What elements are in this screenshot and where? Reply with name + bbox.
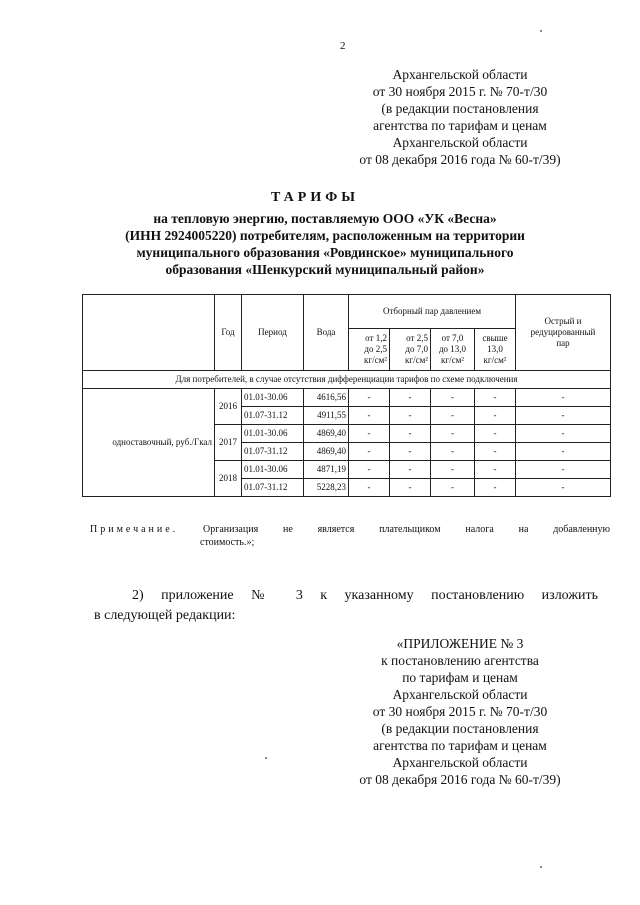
value-cell: - bbox=[516, 407, 611, 425]
value-cell: - bbox=[349, 407, 390, 425]
steam-col-line: кг/см² bbox=[441, 355, 464, 365]
note-text: Организация не является плательщиком налога на добавленную bbox=[203, 524, 610, 535]
subtitle-line: образования «Шенкурский муниципальный район» bbox=[165, 262, 485, 277]
year-cell: 2016 bbox=[215, 389, 242, 425]
header-steam-col-1 bbox=[349, 329, 390, 371]
header-steam-col-2 bbox=[390, 329, 431, 371]
value-cell: - bbox=[516, 389, 611, 407]
scan-speck bbox=[540, 866, 542, 868]
value-cell: - bbox=[516, 461, 611, 479]
value-cell: - bbox=[349, 389, 390, 407]
subtitle-line: (ИНН 2924005220) потребителям, расположенным на территории bbox=[125, 228, 525, 243]
header-sharp-steam-line: Острый и bbox=[544, 316, 582, 326]
header-year: Год bbox=[215, 295, 242, 371]
header-sharp-steam-line: редуцированный bbox=[530, 327, 596, 337]
steam-col-line: от 2,5 bbox=[406, 333, 428, 343]
year-cell: 2018 bbox=[215, 461, 242, 497]
steam-col-line: от 1,2 bbox=[365, 333, 387, 343]
table-row bbox=[83, 389, 611, 407]
body-paragraph bbox=[94, 586, 598, 626]
value-cell: - bbox=[431, 461, 475, 479]
subtitle-line: на тепловую энергию, поставляемую ООО «УК «Весна» bbox=[153, 211, 497, 226]
value-cell: - bbox=[431, 479, 475, 497]
appendix-line: «ПРИЛОЖЕНИЕ № 3 bbox=[396, 636, 524, 651]
scan-speck bbox=[265, 757, 267, 759]
table-section-label: Для потребителей, в случае отсутствия дифференциации тарифов по схеме подключения bbox=[83, 371, 611, 389]
header-line: Архангельской области bbox=[392, 135, 528, 150]
appendix-line: от 08 декабря 2016 года № 60-т/39) bbox=[359, 772, 561, 787]
header-steam-col-3 bbox=[431, 329, 475, 371]
scan-speck bbox=[540, 30, 542, 32]
appendix-reference-block bbox=[340, 635, 580, 788]
water-cell: 5228,23 bbox=[304, 479, 349, 497]
value-cell: - bbox=[516, 479, 611, 497]
value-cell: - bbox=[516, 425, 611, 443]
header-sharp-steam-line: пар bbox=[556, 338, 570, 348]
steam-col-line: кг/см² bbox=[364, 355, 387, 365]
header-steam-col-4 bbox=[475, 329, 516, 371]
water-cell: 4871,19 bbox=[304, 461, 349, 479]
steam-col-line: кг/см² bbox=[483, 355, 507, 365]
header-line: (в редакции постановления bbox=[381, 101, 539, 116]
steam-col-line: 13,0 bbox=[487, 344, 503, 354]
water-cell: 4911,55 bbox=[304, 407, 349, 425]
value-cell: - bbox=[390, 479, 431, 497]
header-line: Архангельской области bbox=[392, 67, 528, 82]
value-cell: - bbox=[349, 479, 390, 497]
document-title: ТАРИФЫ bbox=[271, 190, 359, 205]
header-sharp-steam bbox=[516, 295, 611, 371]
page-number: 2 bbox=[340, 40, 346, 52]
period-cell: 01.07-31.12 bbox=[242, 443, 304, 461]
appendix-line: к постановлению агентства bbox=[381, 653, 539, 668]
header-period: Период bbox=[242, 295, 304, 371]
header-steam-group: Отборный пар давлением bbox=[349, 295, 516, 329]
period-cell: 01.01-30.06 bbox=[242, 389, 304, 407]
steam-col-line: кг/см² bbox=[405, 355, 428, 365]
period-cell: 01.01-30.06 bbox=[242, 425, 304, 443]
header-reference-block bbox=[340, 66, 580, 168]
value-cell: - bbox=[390, 425, 431, 443]
water-cell: 4869,40 bbox=[304, 443, 349, 461]
value-cell: - bbox=[390, 389, 431, 407]
table-header-blank bbox=[83, 295, 215, 371]
value-cell: - bbox=[475, 407, 516, 425]
appendix-line: от 30 ноября 2015 г. № 70-т/30 bbox=[372, 704, 548, 719]
appendix-line: агентства по тарифам и ценам bbox=[373, 738, 547, 753]
value-cell: - bbox=[431, 389, 475, 407]
value-cell: - bbox=[390, 407, 431, 425]
value-cell: - bbox=[475, 425, 516, 443]
value-cell: - bbox=[349, 425, 390, 443]
steam-col-line: от 7,0 bbox=[441, 333, 464, 343]
period-cell: 01.01-30.06 bbox=[242, 461, 304, 479]
paragraph-line: в следующей редакции: bbox=[94, 608, 236, 623]
value-cell: - bbox=[390, 443, 431, 461]
value-cell: - bbox=[431, 407, 475, 425]
steam-col-line: до 2,5 bbox=[364, 344, 387, 354]
subtitle-line: муниципального образования «Ровдинское» муниципального bbox=[136, 245, 514, 260]
value-cell: - bbox=[349, 461, 390, 479]
year-cell: 2017 bbox=[215, 425, 242, 461]
value-cell: - bbox=[431, 425, 475, 443]
appendix-line: (в редакции постановления bbox=[381, 721, 539, 736]
document-subtitle bbox=[90, 210, 560, 278]
paragraph-line: 2) приложение № 3 к указанному постановлению изложить bbox=[132, 588, 598, 603]
water-cell: 4869,40 bbox=[304, 425, 349, 443]
value-cell: - bbox=[431, 443, 475, 461]
note-label: Примечание. bbox=[90, 524, 179, 535]
header-line: от 08 декабря 2016 года № 60-т/39) bbox=[359, 152, 561, 167]
header-water: Вода bbox=[304, 295, 349, 371]
note bbox=[90, 522, 610, 537]
period-cell: 01.07-31.12 bbox=[242, 407, 304, 425]
row-label: одноставочный, руб./Гкал bbox=[83, 389, 215, 497]
appendix-line: Архангельской области bbox=[392, 755, 528, 770]
water-cell: 4616,56 bbox=[304, 389, 349, 407]
period-cell: 01.07-31.12 bbox=[242, 479, 304, 497]
value-cell: - bbox=[475, 479, 516, 497]
value-cell: - bbox=[475, 461, 516, 479]
value-cell: - bbox=[516, 443, 611, 461]
header-line: от 30 ноября 2015 г. № 70-т/30 bbox=[372, 84, 548, 99]
header-line: агентства по тарифам и ценам bbox=[373, 118, 547, 133]
value-cell: - bbox=[475, 443, 516, 461]
appendix-line: по тарифам и ценам bbox=[402, 670, 518, 685]
tariff-table bbox=[82, 294, 611, 497]
appendix-line: Архангельской области bbox=[392, 687, 528, 702]
steam-col-line: до 13,0 bbox=[438, 344, 467, 354]
value-cell: - bbox=[390, 461, 431, 479]
value-cell: - bbox=[349, 443, 390, 461]
note-continuation: стоимость.»; bbox=[200, 537, 255, 548]
steam-col-line: до 7,0 bbox=[405, 344, 428, 354]
steam-col-line: свыше bbox=[482, 333, 508, 343]
value-cell: - bbox=[475, 389, 516, 407]
